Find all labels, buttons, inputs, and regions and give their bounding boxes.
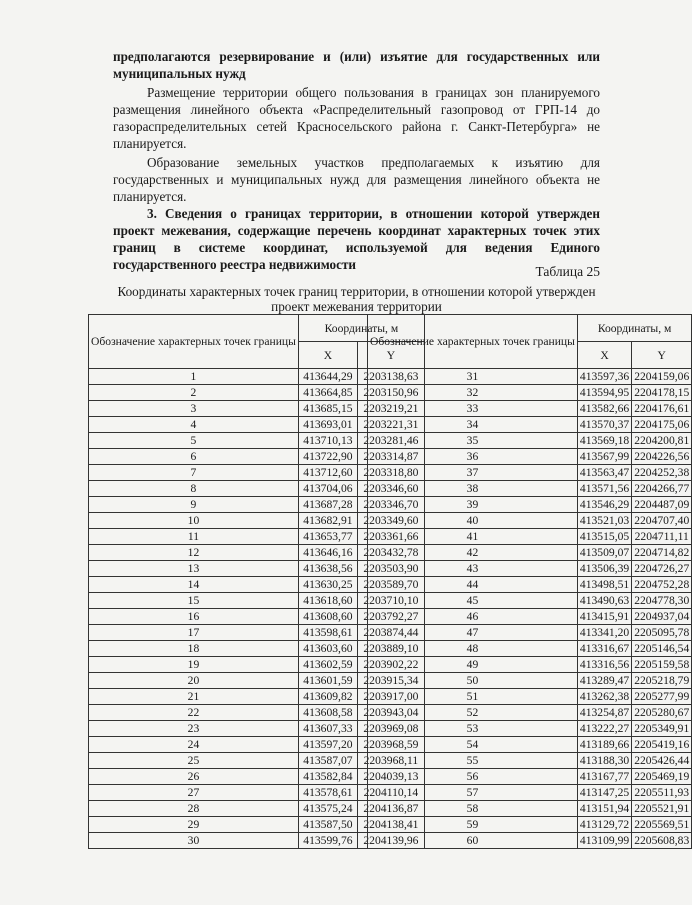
point-id-cell: 2 <box>89 385 299 401</box>
x-cell: 413515,05 <box>577 529 631 545</box>
x-cell: 413644,29 <box>298 369 357 385</box>
point-id-cell: 22 <box>89 705 299 721</box>
table-row <box>368 737 692 753</box>
y-cell: 2205608,83 <box>632 833 692 849</box>
x-cell: 413570,37 <box>577 417 631 433</box>
y-cell: 2204266,77 <box>632 481 692 497</box>
point-id-cell: 43 <box>368 561 578 577</box>
y-cell: 2204178,15 <box>632 385 692 401</box>
y-cell: 2204139,96 <box>357 833 424 849</box>
x-cell: 413222,27 <box>577 721 631 737</box>
table-row <box>368 625 692 641</box>
y-cell: 2205569,51 <box>632 817 692 833</box>
point-id-cell: 6 <box>89 449 299 465</box>
y-cell: 2204176,61 <box>632 401 692 417</box>
x-cell: 413693,01 <box>298 417 357 433</box>
point-id-cell: 37 <box>368 465 578 481</box>
table-row <box>368 433 692 449</box>
x-cell: 413710,13 <box>298 433 357 449</box>
y-cell: 2203874,44 <box>357 625 424 641</box>
point-id-cell: 41 <box>368 529 578 545</box>
table-row <box>368 641 692 657</box>
x-cell: 413254,87 <box>577 705 631 721</box>
y-cell: 2203219,21 <box>357 401 424 417</box>
table-row <box>368 817 692 833</box>
x-cell: 413682,91 <box>298 513 357 529</box>
x-cell: 413129,72 <box>577 817 631 833</box>
point-id-cell: 54 <box>368 737 578 753</box>
point-id-cell: 59 <box>368 817 578 833</box>
point-id-cell: 32 <box>368 385 578 401</box>
y-cell: 2205159,58 <box>632 657 692 673</box>
point-id-cell: 57 <box>368 785 578 801</box>
y-cell: 2205218,79 <box>632 673 692 689</box>
header-coordinates: Координаты, м <box>298 315 424 342</box>
y-cell: 2205419,16 <box>632 737 692 753</box>
y-cell: 2203318,80 <box>357 465 424 481</box>
y-cell: 2204159,06 <box>632 369 692 385</box>
x-cell: 413607,33 <box>298 721 357 737</box>
y-cell: 2203792,27 <box>357 609 424 625</box>
x-cell: 413712,60 <box>298 465 357 481</box>
y-cell: 2204707,40 <box>632 513 692 529</box>
y-cell: 2204175,06 <box>632 417 692 433</box>
x-cell: 413603,60 <box>298 641 357 657</box>
table-caption: Координаты характерных точек границ территории, в отношении которой утвержден проект межевания территории <box>117 284 596 314</box>
y-cell: 2203710,10 <box>357 593 424 609</box>
table-row <box>368 689 692 705</box>
x-cell: 413653,77 <box>298 529 357 545</box>
x-cell: 413571,56 <box>577 481 631 497</box>
x-cell: 413578,61 <box>298 785 357 801</box>
y-cell: 2203589,70 <box>357 577 424 593</box>
table-row <box>368 705 692 721</box>
x-cell: 413646,16 <box>298 545 357 561</box>
x-cell: 413569,18 <box>577 433 631 449</box>
y-cell: 2204200,81 <box>632 433 692 449</box>
y-cell: 2205426,44 <box>632 753 692 769</box>
y-cell: 2205277,99 <box>632 689 692 705</box>
section-3-heading: 3. Сведения о границах территории, в отношении которой утвержден проект межевания, содержащие перечень координат характерных точек этих границ в системе координат, используемой для ведения Единого государственного реестра недвижимости <box>113 206 600 272</box>
x-cell: 413151,94 <box>577 801 631 817</box>
point-id-cell: 25 <box>89 753 299 769</box>
header-y: Y <box>357 342 424 369</box>
x-cell: 413262,38 <box>577 689 631 705</box>
y-cell: 2204138,41 <box>357 817 424 833</box>
x-cell: 413189,66 <box>577 737 631 753</box>
x-cell: 413506,39 <box>577 561 631 577</box>
y-cell: 2205521,91 <box>632 801 692 817</box>
y-cell: 2203346,70 <box>357 497 424 513</box>
x-cell: 413687,28 <box>298 497 357 513</box>
point-id-cell: 15 <box>89 593 299 609</box>
x-cell: 413415,91 <box>577 609 631 625</box>
point-id-cell: 16 <box>89 609 299 625</box>
y-cell: 2203281,46 <box>357 433 424 449</box>
y-cell: 2203503,90 <box>357 561 424 577</box>
point-id-cell: 50 <box>368 673 578 689</box>
x-cell: 413490,63 <box>577 593 631 609</box>
table-row <box>368 385 692 401</box>
x-cell: 413582,66 <box>577 401 631 417</box>
paragraph-reservation: предполагаются резервирование и (или) изъятие для государственных или муниципальных нужд <box>113 49 600 81</box>
table-body-right <box>368 369 692 849</box>
paragraph-land-plots: Образование земельных участков предполагаемых к изъятию для государственных и муниципальных нужд для размещения линейного объекта не планируется. <box>113 155 600 204</box>
y-cell: 2203943,04 <box>357 705 424 721</box>
point-id-cell: 3 <box>89 401 299 417</box>
table-row <box>368 721 692 737</box>
table-row <box>368 785 692 801</box>
point-id-cell: 18 <box>89 641 299 657</box>
y-cell: 2203221,31 <box>357 417 424 433</box>
table-row <box>368 513 692 529</box>
point-id-cell: 21 <box>89 689 299 705</box>
table-row <box>368 401 692 417</box>
y-cell: 2204487,09 <box>632 497 692 513</box>
x-cell: 413597,36 <box>577 369 631 385</box>
x-cell: 413704,06 <box>298 481 357 497</box>
y-cell: 2203361,66 <box>357 529 424 545</box>
point-id-cell: 48 <box>368 641 578 657</box>
y-cell: 2204711,11 <box>632 529 692 545</box>
x-cell: 413608,58 <box>298 705 357 721</box>
point-id-cell: 7 <box>89 465 299 481</box>
point-id-cell: 26 <box>89 769 299 785</box>
table-row <box>368 417 692 433</box>
x-cell: 413575,24 <box>298 801 357 817</box>
x-cell: 413563,47 <box>577 465 631 481</box>
x-cell: 413602,59 <box>298 657 357 673</box>
x-cell: 413618,60 <box>298 593 357 609</box>
y-cell: 2203917,00 <box>357 689 424 705</box>
header-coordinates: Координаты, м <box>577 315 691 342</box>
x-cell: 413521,03 <box>577 513 631 529</box>
point-id-cell: 49 <box>368 657 578 673</box>
y-cell: 2203968,11 <box>357 753 424 769</box>
point-id-cell: 56 <box>368 769 578 785</box>
point-id-cell: 28 <box>89 801 299 817</box>
point-id-cell: 23 <box>89 721 299 737</box>
table-number: Таблица 25 <box>535 264 600 279</box>
table-row <box>368 481 692 497</box>
point-id-cell: 52 <box>368 705 578 721</box>
point-id-cell: 17 <box>89 625 299 641</box>
y-cell: 2203969,08 <box>357 721 424 737</box>
x-cell: 413722,90 <box>298 449 357 465</box>
point-id-cell: 24 <box>89 737 299 753</box>
point-id-cell: 40 <box>368 513 578 529</box>
point-id-cell: 20 <box>89 673 299 689</box>
table-row <box>368 561 692 577</box>
table-row <box>368 657 692 673</box>
table-row <box>368 833 692 849</box>
y-cell: 2203902,22 <box>357 657 424 673</box>
x-cell: 413509,07 <box>577 545 631 561</box>
table-row <box>368 769 692 785</box>
x-cell: 413587,50 <box>298 817 357 833</box>
point-id-cell: 36 <box>368 449 578 465</box>
table-row <box>368 497 692 513</box>
y-cell: 2205511,93 <box>632 785 692 801</box>
header-x: X <box>298 342 357 369</box>
point-id-cell: 5 <box>89 433 299 449</box>
x-cell: 413601,59 <box>298 673 357 689</box>
y-cell: 2204136,87 <box>357 801 424 817</box>
x-cell: 413630,25 <box>298 577 357 593</box>
point-id-cell: 29 <box>89 817 299 833</box>
y-cell: 2205280,67 <box>632 705 692 721</box>
x-cell: 413167,77 <box>577 769 631 785</box>
x-cell: 413608,60 <box>298 609 357 625</box>
point-id-cell: 9 <box>89 497 299 513</box>
y-cell: 2204226,56 <box>632 449 692 465</box>
x-cell: 413188,30 <box>577 753 631 769</box>
point-id-cell: 10 <box>89 513 299 529</box>
point-id-cell: 45 <box>368 593 578 609</box>
x-cell: 413582,84 <box>298 769 357 785</box>
point-id-cell: 34 <box>368 417 578 433</box>
point-id-cell: 11 <box>89 529 299 545</box>
header-point: Обозначение характерных точек границы <box>89 315 299 369</box>
y-cell: 2203915,34 <box>357 673 424 689</box>
x-cell: 413147,25 <box>577 785 631 801</box>
point-id-cell: 31 <box>368 369 578 385</box>
point-id-cell: 35 <box>368 433 578 449</box>
y-cell: 2204252,38 <box>632 465 692 481</box>
x-cell: 413109,99 <box>577 833 631 849</box>
point-id-cell: 44 <box>368 577 578 593</box>
point-id-cell: 4 <box>89 417 299 433</box>
y-cell: 2204714,82 <box>632 545 692 561</box>
table-row <box>368 449 692 465</box>
y-cell: 2204110,14 <box>357 785 424 801</box>
table-row <box>368 465 692 481</box>
y-cell: 2203349,60 <box>357 513 424 529</box>
x-cell: 413594,95 <box>577 385 631 401</box>
y-cell: 2204778,30 <box>632 593 692 609</box>
point-id-cell: 51 <box>368 689 578 705</box>
y-cell: 2203314,87 <box>357 449 424 465</box>
point-id-cell: 27 <box>89 785 299 801</box>
y-cell: 2204039,13 <box>357 769 424 785</box>
point-id-cell: 60 <box>368 833 578 849</box>
x-cell: 413609,82 <box>298 689 357 705</box>
y-cell: 2203889,10 <box>357 641 424 657</box>
table-row <box>368 545 692 561</box>
y-cell: 2203346,60 <box>357 481 424 497</box>
point-id-cell: 58 <box>368 801 578 817</box>
point-id-cell: 55 <box>368 753 578 769</box>
x-cell: 413341,20 <box>577 625 631 641</box>
y-cell: 2204937,04 <box>632 609 692 625</box>
y-cell: 2204726,27 <box>632 561 692 577</box>
point-id-cell: 19 <box>89 657 299 673</box>
coordinates-table-right <box>367 314 692 849</box>
y-cell: 2205146,54 <box>632 641 692 657</box>
table-row <box>368 673 692 689</box>
point-id-cell: 42 <box>368 545 578 561</box>
x-cell: 413587,07 <box>298 753 357 769</box>
y-cell: 2205095,78 <box>632 625 692 641</box>
header-y: Y <box>632 342 692 369</box>
x-cell: 413546,29 <box>577 497 631 513</box>
x-cell: 413685,15 <box>298 401 357 417</box>
x-cell: 413638,56 <box>298 561 357 577</box>
table-row <box>368 577 692 593</box>
table-row <box>368 593 692 609</box>
point-id-cell: 30 <box>89 833 299 849</box>
point-id-cell: 13 <box>89 561 299 577</box>
x-cell: 413289,47 <box>577 673 631 689</box>
point-id-cell: 33 <box>368 401 578 417</box>
y-cell: 2205469,19 <box>632 769 692 785</box>
y-cell: 2203968,59 <box>357 737 424 753</box>
point-id-cell: 1 <box>89 369 299 385</box>
table-row <box>368 529 692 545</box>
x-cell: 413316,56 <box>577 657 631 673</box>
x-cell: 413498,51 <box>577 577 631 593</box>
table-row <box>368 753 692 769</box>
point-id-cell: 39 <box>368 497 578 513</box>
point-id-cell: 46 <box>368 609 578 625</box>
x-cell: 413567,99 <box>577 449 631 465</box>
y-cell: 2205349,91 <box>632 721 692 737</box>
point-id-cell: 47 <box>368 625 578 641</box>
x-cell: 413597,20 <box>298 737 357 753</box>
x-cell: 413599,76 <box>298 833 357 849</box>
point-id-cell: 12 <box>89 545 299 561</box>
table-row <box>368 369 692 385</box>
x-cell: 413598,61 <box>298 625 357 641</box>
header-x: X <box>577 342 631 369</box>
y-cell: 2204752,28 <box>632 577 692 593</box>
x-cell: 413664,85 <box>298 385 357 401</box>
point-id-cell: 38 <box>368 481 578 497</box>
paragraph-public-territory: Размещение территории общего пользования в границах зон планируемого размещения линейного объекта «Распределительный газопровод от ГРП-14 до газораспределительных сетей Красносельского района г. Санкт-Петербурга» не планируется. <box>113 85 600 151</box>
table-row <box>368 609 692 625</box>
point-id-cell: 8 <box>89 481 299 497</box>
y-cell: 2203150,96 <box>357 385 424 401</box>
table-row <box>368 801 692 817</box>
header-point: Обозначение характерных точек границы <box>368 315 578 369</box>
point-id-cell: 14 <box>89 577 299 593</box>
point-id-cell: 53 <box>368 721 578 737</box>
x-cell: 413316,67 <box>577 641 631 657</box>
y-cell: 2203432,78 <box>357 545 424 561</box>
y-cell: 2203138,63 <box>357 369 424 385</box>
